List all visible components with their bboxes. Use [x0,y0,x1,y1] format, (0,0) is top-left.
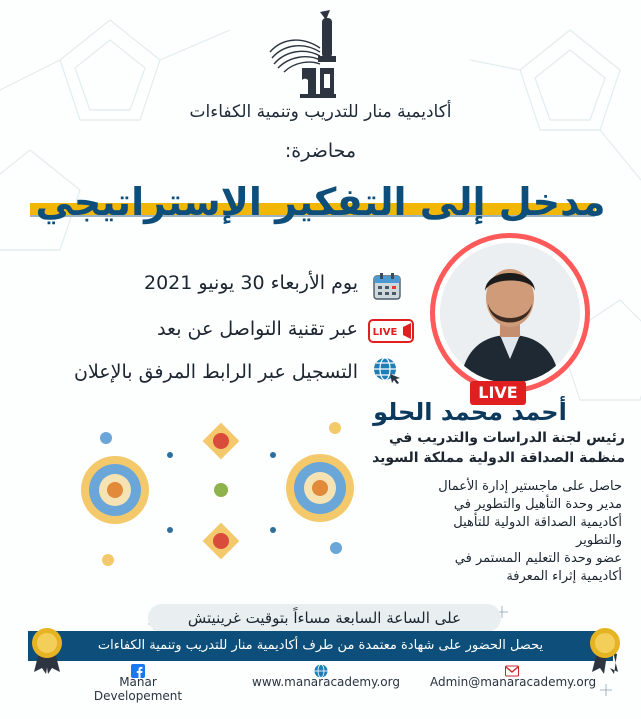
bio-line: والتطوير [576,533,622,548]
globe-link-icon [372,356,402,386]
speaker-name: أحمد محمد الحلو [373,398,567,426]
event-date: يوم الأربعاء 30 يونيو 2021 [144,272,358,294]
ornament-large-right [286,454,354,522]
bio-line: أكاديمية الصداقة الدولية للتأهيل [453,515,622,530]
medal-icon-right [588,626,622,674]
ornament-small-top [203,423,240,460]
bio-line: حاصل على ماجستير إدارة الأعمال [438,479,622,494]
lecture-title: مدخل إلى التفكير الإستراتيجي [35,180,606,224]
speaker-bio [392,478,622,586]
bio-line: عضو وحدة التعليم المستمر في [454,551,622,566]
time-note: على الساعة السابعة مساءاً بتوقيت غرينيتش [148,604,501,632]
facebook-link[interactable]: Manar Developement [93,675,183,703]
live-badge: LIVE [470,381,526,405]
speaker-role-line-1: رئيس لجنة الدراسات والتدريب في [389,430,625,446]
live-icon [368,319,414,343]
academy-name: أكاديمية منار للتدريب وتنمية الكفاءات [189,102,452,122]
ornament-large-left [81,456,149,524]
email-link[interactable]: Admin@manaracademy.org [430,675,597,689]
lecture-label: محاضرة: [284,140,357,162]
event-registration: التسجيل عبر الرابط المرفق بالإعلان [73,361,358,383]
live-icon-label: LIVE [372,327,398,338]
medal-icon-left [30,626,64,674]
ornament-small-bottom [203,523,240,560]
event-mode: عبر تقنية التواصل عن بعد [157,318,358,340]
website-link[interactable]: www.manaracademy.org [252,675,400,689]
speaker-photo [440,243,580,383]
speaker-role-line-2: منظمة الصداقة الدولية مملكة السويد [372,450,625,466]
bio-line: مدير وحدة التأهيل والتطوير في [453,497,622,512]
academy-logo [262,8,362,100]
certificate-note: يحصل الحضور على شهادة معتمدة من طرف أكاديمية منار للتدريب وتنمية الكفاءات [28,631,613,661]
bio-line: أكاديمية إثراء المعرفة [506,569,622,584]
decorative-ornaments [60,410,400,590]
calendar-icon [372,271,402,301]
